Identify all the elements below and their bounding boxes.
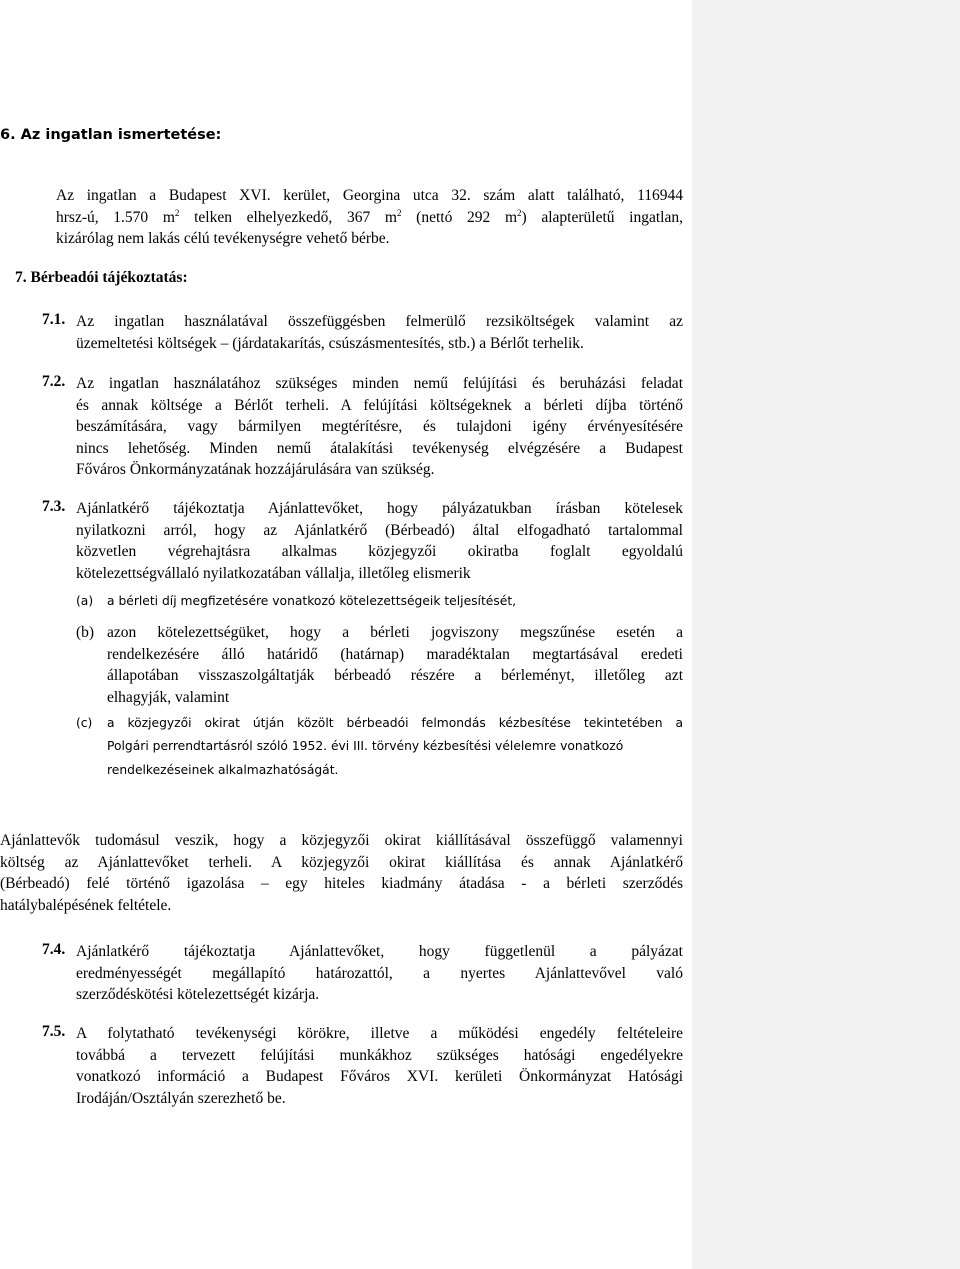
paragraph-line: Ajánlattevők tudomásul veszik, hogy a közjegyzői okirat kiállításával összefüggő valamennyi <box>0 832 683 849</box>
item-7-2-number: 7.2. <box>42 373 66 390</box>
item-b-text <box>107 622 683 708</box>
item-b-label: (b) <box>76 624 95 641</box>
item-a-text: a bérleti díj megfizetésére vonatkozó kötelezettségeik teljesítését, <box>107 594 517 608</box>
paragraph-line: A folytatható tevékenységi körökre, illetve a működési engedély feltételeire <box>76 1025 683 1042</box>
paragraph-line: azon kötelezettségüket, hogy a bérleti jogviszony megszűnése esetén a <box>107 624 683 641</box>
paragraph-line: hatálybalépésének feltétele. <box>0 896 172 914</box>
paragraph-line: közvetlen végrehajtásra alkalmas közjegyzői okiratba foglalt egyoldalú <box>76 543 683 560</box>
paragraph-line: Irodáján/Osztályán szerezhető be. <box>76 1089 286 1107</box>
paragraph-line: vonatkozó információ a Budapest Főváros XVI. kerületi Önkormányzat Hatósági <box>76 1068 683 1085</box>
item-7-4-number: 7.4. <box>42 941 66 958</box>
paragraph-line: kizárólag nem lakás célú tevékenységre vehető bérbe. <box>56 230 390 247</box>
paragraph-line: költség az Ajánlattevőket terheli. A közjegyzői okirat kiállítása és annak Ajánlatkérő <box>0 853 683 871</box>
paragraph-line: szerződéskötési kötelezettségét kizárja. <box>76 986 320 1003</box>
superscript: 2 <box>517 207 522 218</box>
paragraph-line: továbbá a tervezett felújítási munkákhoz szükséges hatósági engedélyekre <box>76 1046 683 1064</box>
text-run: (nettó 292 m <box>401 208 517 226</box>
paragraph-line: és annak költsége a Bérlőt terheli. A felújítási költségeknek a bérleti díjba történő <box>76 396 683 414</box>
paragraph-line: kötelezettségvállaló nyilatkozatában vállalja, illetőleg elismerik <box>76 564 471 582</box>
paragraph-line: Ajánlatkérő tájékoztatja Ajánlattevőket, hogy függetlenül a pályázat <box>76 943 683 960</box>
item-7-3-text <box>76 498 683 584</box>
text-run: hrsz-ú, 1.570 m <box>56 208 175 226</box>
item-7-4-text <box>76 941 683 1006</box>
item-c-line-2: Polgári perrendtartásról szóló 1952. évi III. törvény kézbesítési vélelemre vonatkozó <box>107 739 624 753</box>
paragraph-line: állapotában visszaszolgáltatják bérbeadó részére a bérleményt, illetőleg azt <box>107 667 683 684</box>
text-run: telken elhelyezkedő, 367 m <box>179 208 397 226</box>
item-7-2-text <box>76 373 683 481</box>
item-c-line-3: rendelkezéseinek alkalmazhatóságát. <box>107 763 339 777</box>
section-6-heading: 6. Az ingatlan ismertetése: <box>0 127 222 143</box>
item-c-label: (c) <box>76 716 93 730</box>
paragraph-line: beszámítására, vagy bármilyen megtérítésre, és tulajdoni igény érvényesítésére <box>76 418 683 435</box>
paragraph-line: eredményességét megállapító határozattól, a nyertes Ajánlattevővel való <box>76 964 683 982</box>
paragraph-line: elhagyják, valamint <box>107 688 230 706</box>
section-7-heading: 7. Bérbeadói tájékoztatás: <box>15 269 188 286</box>
paragraph-line <box>56 207 683 229</box>
item-7-5-text <box>76 1023 683 1109</box>
paragraph-line: (Bérbeadó) felé történő igazolása – egy hiteles kiadmány átadása - a bérleti szerződés <box>0 875 683 892</box>
paragraph-line: Az ingatlan használatával összefüggésben felmerülő rezsiköltségek valamint az <box>76 313 683 330</box>
paragraph-line: Az ingatlan használatához szükséges minden nemű felújítási és beruházási feladat <box>76 375 683 392</box>
item-7-5-number: 7.5. <box>42 1023 66 1040</box>
notary-paragraph <box>0 830 683 916</box>
item-7-1-number: 7.1. <box>42 311 66 328</box>
item-7-1-text <box>76 311 683 354</box>
item-c-line-1: a közjegyzői okirat útján közölt bérbeadói felmondás kézbesítése tekintetében a <box>107 716 683 730</box>
paragraph-line: nincs lehetőség. Minden nemű átalakítási tevékenység elvégzésére a Budapest <box>76 439 683 457</box>
paragraph-line: Ajánlatkérő tájékoztatja Ajánlattevőket, hogy pályázatukban írásban kötelesek <box>76 500 683 517</box>
superscript: 2 <box>396 207 402 218</box>
superscript: 2 <box>174 207 180 218</box>
paragraph-line: Az ingatlan a Budapest XVI. kerület, Georgina utca 32. szám alatt található, 116944 <box>56 187 683 204</box>
paragraph-line: rendelkezésére álló határidő (határnap) maradéktalan megtartásával eredeti <box>107 645 683 663</box>
item-7-3-number: 7.3. <box>42 498 66 515</box>
paragraph-line: nyilatkozni arról, hogy az Ajánlatkérő (Bérbeadó) által elfogadható tartalommal <box>76 521 683 539</box>
paragraph-line: Főváros Önkormányzatának hozzájárulására van szükség. <box>76 461 435 478</box>
section-6-paragraph <box>56 185 683 250</box>
item-a-label: (a) <box>76 594 94 608</box>
paragraph-line: üzemeltetési költségek – (járdatakarítás, csúszásmentesítés, stb.) a Bérlőt terhelik. <box>76 334 584 352</box>
text-run: ) alapterületű ingatlan, <box>521 208 683 226</box>
comment-margin-pane <box>692 0 960 1269</box>
